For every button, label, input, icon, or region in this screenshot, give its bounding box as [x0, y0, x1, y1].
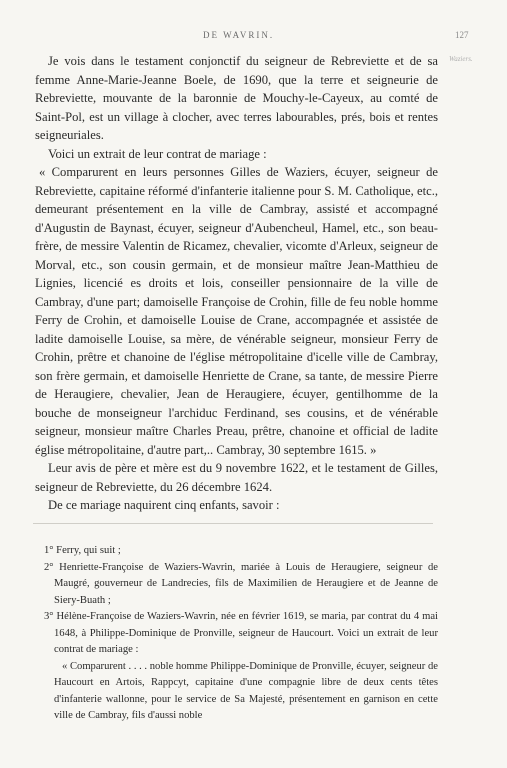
paragraph-avis: Leur avis de père et mère est du 9 novembre 1622, et le testament de Gilles, seigneur de Rebreviette, du 26 décembre 1624.: [35, 461, 438, 494]
list-item-ferry: 1° Ferry, qui suit ;: [44, 545, 121, 556]
main-text: [35, 52, 438, 515]
footnote-divider: [33, 523, 433, 524]
running-head: DE WAVRIN.: [203, 30, 275, 40]
list-item-helene: 3° Hélène-Françoise de Waziers-Wavrin, née en février 1619, se maria, par contrat du 4 mai 1648, à Philippe-Dominique de Pronville, seigneur de Haucourt. Voici un extrait de leur contrat de mariage :: [44, 611, 438, 655]
margin-note: Waziers.: [449, 55, 473, 63]
paragraph-intro-contract: Voici un extrait de leur contrat de mariage :: [48, 146, 267, 161]
paragraph-contract-quote: « Comparurent en leurs personnes Gilles de Waziers, écuyer, seigneur de Rebreviette, capitaine réformé d'infanterie italienne pour S. M. Catholique, etc., demeurant présentement en la ville de Cambray, assisté et accompagné d'Augustin de Baynast, écuyer, seigneur d'Aubencheul, Hamel, etc., son beau-frère, de messire Valentin de Ricamez, chevalier, vicomte d'Arleux, seigneur de Morval, etc., son cousin germain, et de monsieur maître Jean-Matthieu de Lignies, licencié es droits et lois, conseiller pensionnaire de la ville de Cambray, d'une part; damoiselle Françoise de Crohin, fille de feu noble homme Ferry de Crohin, et damoiselle Louise de Crane, accompagnée et assistée de ladite damoiselle Louise, sa mère, de vénérable seigneur, monsieur Ferry de Crohin, prêtre et chanoine de l'église métropolitaine d'icelle ville de Cambray, son frère germain, et damoiselle Henriette de Crane, sa tante, de messire Pierre de Heraugiere, chevalier, Jean de Heraugiere, écuyer, gentilhomme de la bouche de monseigneur l'archiduc Ferdinand, ses cousins, et de vénérable seigneur, monsieur maître Charles Preau, prêtre, chanoine et official de ladite église métropolitaine, d'autre part,.. Cambray, 30 septembre 1615. »: [35, 165, 438, 457]
paragraph-children: De ce mariage naquirent cinq enfants, savoir :: [48, 498, 280, 512]
page-number: 127: [455, 30, 469, 40]
page-header: [0, 30, 507, 44]
list-item-henriette: 2° Henriette-Françoise de Waziers-Wavrin, mariée à Louis de Heraugiere, seigneur de Maugré, gouverneur de Landrecies, fils de Maximilien de Heraugiere et de Jeanne de Siery-Buath ;: [44, 561, 438, 606]
helene-contract-quote: « Comparurent . . . . noble homme Philippe-Dominique de Pronville, écuyer, seigneur de Haucourt en Artois, Rappcyt, capitaine d'une compagnie libre de deux cents têtes d'infanterie wallonne, pour le service de Sa Majesté, présentement en garnison en cette ville de Cambray, fils d'aussi noble: [54, 660, 438, 721]
paragraph-testament: Je vois dans le testament conjonctif du seigneur de Rebreviette et de sa femme Anne-Marie-Jeanne Boele, de 1690, que la terre et seigneurie de Rebreviette, mouvante de la baronnie de Mouchy-le-Cayeux, au comté de Saint-Pol, est un village à clocher, avec terres labourables, prés, bois et rentes seigneuriales.: [35, 54, 438, 142]
children-list: [40, 543, 438, 725]
